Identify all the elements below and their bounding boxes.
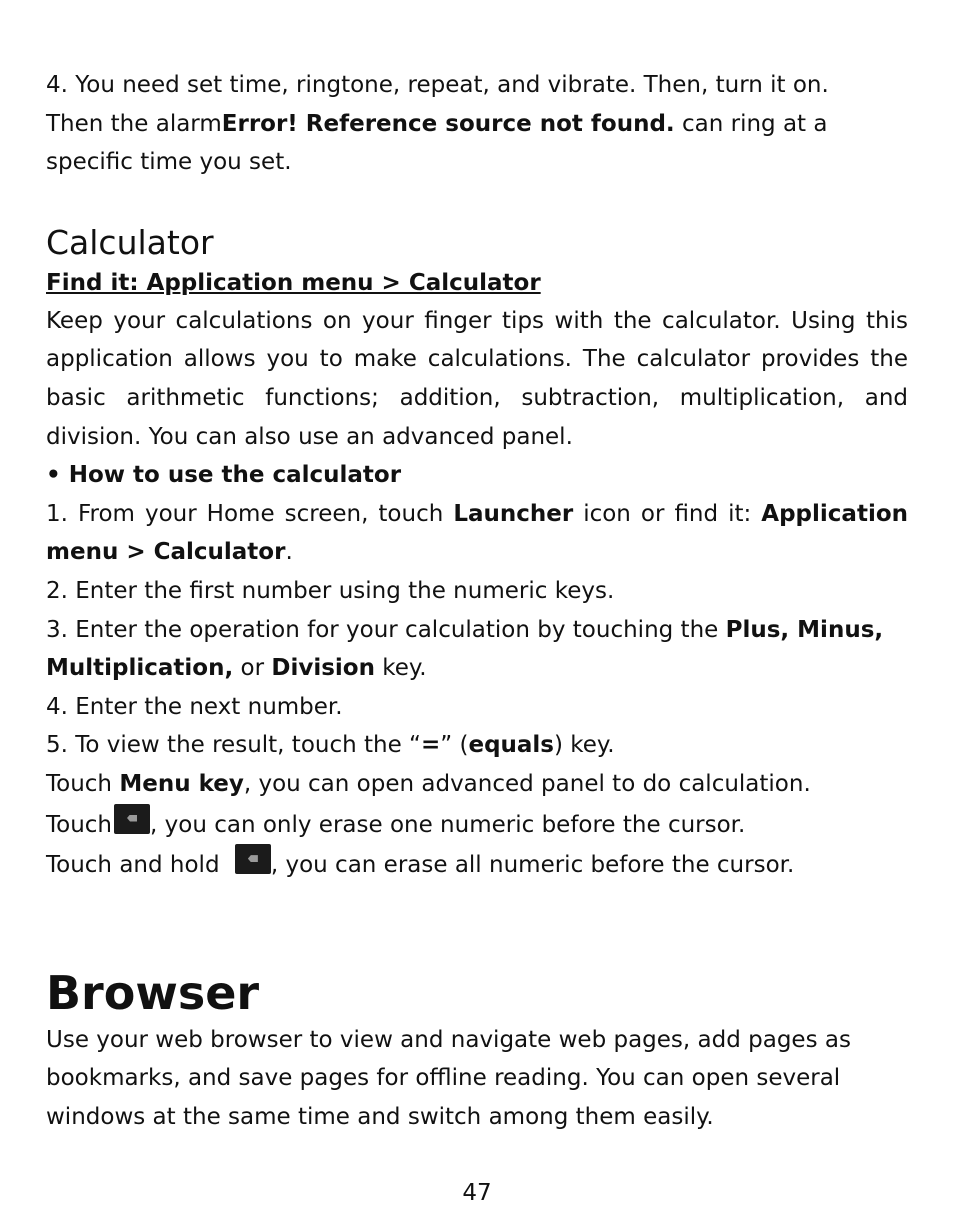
- operation-keys-label: Plus, Minus, Multiplication,: [46, 616, 884, 682]
- launcher-label: Launcher: [453, 500, 574, 527]
- equals-symbol: =: [420, 732, 441, 759]
- calculator-description: Keep your calculations on your finger tips with the calculator. Using this application allows you to make calculations. The calculator provides the basic arithmetic functions; addition, subtraction, multiplication, and division. You can also use an advanced panel.: [46, 307, 908, 450]
- application-menu-path: Application menu > Calculator: [46, 500, 909, 566]
- step5-text: 5. To view the result, touch the “: [46, 732, 421, 759]
- calculator-find-it: Find it: Application menu > Calculator: [46, 269, 541, 296]
- reference-error-text: Error! Reference source not found.: [221, 110, 675, 137]
- erase-all-post: , you can erase all numeric before the cursor.: [270, 852, 795, 879]
- step1-text: 1. From your Home screen, touch: [46, 500, 454, 527]
- alarm-step-line3: specific time you set.: [46, 149, 292, 176]
- calculator-step-1: [46, 495, 908, 572]
- calculator-step-2: 2. Enter the first number using the numeric keys.: [46, 577, 615, 604]
- erase-one-pre: Touch: [46, 811, 113, 838]
- calculator-step-4: 4. Enter the next number.: [46, 693, 343, 720]
- step3-text: 3. Enter the operation for your calculation by touching the: [46, 616, 726, 643]
- alarm-step-line2-pre: Then the alarm: [46, 110, 222, 137]
- step5-mid: ” (: [440, 732, 469, 759]
- backspace-icon: [114, 804, 150, 834]
- browser-description: Use your web browser to view and navigate web pages, add pages as bookmarks, and save pages for offline reading. You can open several windows at the same time and switch among them easily.: [46, 1026, 851, 1130]
- backspace-icon: [235, 844, 271, 874]
- menu-key-label: Menu key: [119, 770, 244, 797]
- menu-key-tip: [46, 765, 908, 804]
- step3-or: or: [233, 655, 272, 682]
- menu-tip-pre: Touch: [46, 770, 120, 797]
- division-key-label: Division: [271, 655, 375, 682]
- erase-one-post: , you can only erase one numeric before the cursor.: [150, 811, 746, 838]
- browser-heading: Browser: [46, 965, 260, 1020]
- calculator-heading: Calculator: [46, 222, 214, 262]
- step1-end: .: [285, 539, 293, 566]
- step1-mid-text: icon or find it:: [573, 500, 762, 527]
- step5-end: ) key.: [554, 732, 615, 759]
- how-to-use-heading: • How to use the calculator: [46, 462, 402, 489]
- page-number: 47: [462, 1180, 492, 1206]
- calculator-step-5: [46, 726, 908, 765]
- equals-label: equals: [468, 732, 554, 759]
- erase-all-tip: [46, 844, 908, 885]
- alarm-step-line2-post: can ring at a: [674, 110, 828, 137]
- calculator-step-3: [46, 611, 908, 688]
- document-page: [46, 66, 908, 1136]
- step3-end: key.: [374, 655, 427, 682]
- erase-one-tip: [46, 804, 908, 845]
- alarm-step-paragraph: [46, 66, 908, 182]
- alarm-step-line1: 4. You need set time, ringtone, repeat, and vibrate. Then, turn it on.: [46, 72, 829, 98]
- menu-tip-post: , you can open advanced panel to do calculation.: [243, 770, 811, 797]
- erase-all-pre: Touch and hold: [46, 852, 227, 879]
